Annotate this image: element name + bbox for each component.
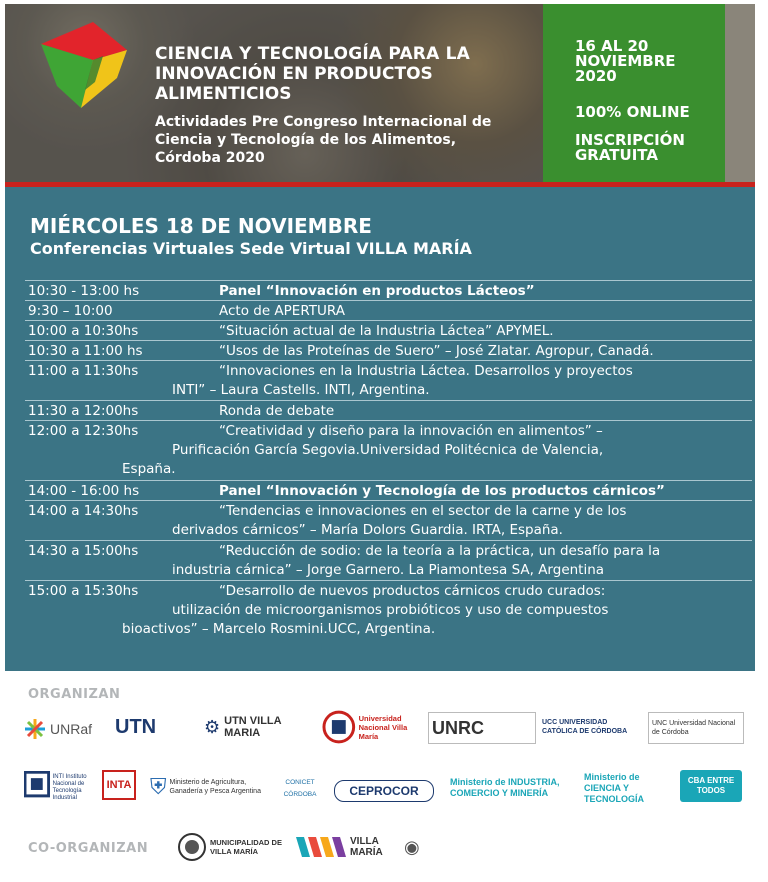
inscription-line-1: INSCRIPCIÓN bbox=[575, 131, 685, 149]
villa-maria-mark-icon bbox=[296, 835, 346, 859]
schedule-row-text: “Desarrollo de nuevos productos cárnicos crudo curados: bbox=[219, 583, 606, 599]
logo-utn-villa-maria bbox=[204, 716, 312, 738]
row-divider bbox=[25, 500, 752, 501]
municipal-shield-icon bbox=[178, 832, 206, 862]
schedule-row-time: 9:30 – 10:00 bbox=[28, 303, 113, 319]
schedule-row-time: 11:00 a 11:30hs bbox=[28, 363, 139, 379]
row-divider bbox=[25, 480, 752, 481]
logo-inta bbox=[102, 770, 136, 800]
logo-conicet-text: CONICET CÓRDOBA bbox=[283, 779, 317, 798]
logo-inti-text: INTI Instituto Nacional de Tecnología Industrial bbox=[52, 774, 87, 801]
row-divider bbox=[25, 280, 752, 281]
header-subtitle-line-2: Ciencia y Tecnología de los Alimentos, bbox=[155, 132, 457, 148]
organizan-heading: ORGANIZAN bbox=[28, 687, 121, 702]
header-title-line-1: CIENCIA Y TECNOLOGÍA PARA LA bbox=[155, 44, 470, 64]
logo-villa-maria-text: VILLA MARÍA bbox=[350, 836, 383, 858]
unvm-circle-icon bbox=[322, 710, 356, 744]
logo-unrc-text: UNRC bbox=[432, 717, 484, 738]
event-dates-line-2: NOVIEMBRE bbox=[575, 52, 676, 70]
logo-ministerio-agricultura bbox=[150, 768, 272, 806]
schedule-row-time: 15:00 a 15:30hs bbox=[28, 583, 139, 599]
schedule-row-text: Purificación García Segovia.Universidad Politécnica de Valencia, bbox=[172, 442, 604, 458]
logo-unrc bbox=[428, 712, 536, 744]
logo-ceprocor bbox=[334, 780, 434, 802]
schedule-row-text: “Innovaciones en la Industria Láctea. Desarrollos y proyectos bbox=[219, 363, 633, 379]
logo-unc bbox=[648, 712, 744, 744]
schedule-row-text: Ronda de debate bbox=[219, 403, 335, 419]
logo-unraf bbox=[24, 714, 104, 744]
schedule-row-time: 10:30 - 13:00 hs bbox=[28, 283, 140, 299]
logo-ceprocor-text: CEPROCOR bbox=[349, 784, 419, 798]
logo-villa-maria bbox=[296, 832, 436, 862]
header-photo-right bbox=[725, 4, 755, 184]
logo-ministerio-industria-text: Ministerio de INDUSTRIA, COMERCIO Y MINERÍA bbox=[450, 777, 560, 798]
schedule-row-text: bioactivos” – Marcelo Rosmini.UCC, Argentina. bbox=[122, 621, 436, 637]
schedule-day-title: MIÉRCOLES 18 DE NOVIEMBRE bbox=[30, 214, 372, 238]
logo-unraf-text: UNRaf bbox=[50, 721, 93, 737]
schedule-row-text: utilización de microorganismos probióticos y uso de compuestos bbox=[172, 602, 609, 618]
row-divider bbox=[25, 340, 752, 341]
utn-symbol-icon: ⚙ bbox=[204, 716, 221, 738]
inscription-line-2: GRATUITA bbox=[575, 146, 658, 164]
row-divider bbox=[25, 360, 752, 361]
coorganizan-heading: CO-ORGANIZAN bbox=[28, 841, 149, 856]
schedule-row-time: 14:00 a 14:30hs bbox=[28, 503, 139, 519]
schedule-row-text: industria cárnica” – Jorge Garnero. La Piamontesa SA, Argentina bbox=[172, 562, 605, 578]
header-title-line-2: INNOVACIÓN EN PRODUCTOS bbox=[155, 64, 433, 84]
logo-municipalidad bbox=[178, 830, 288, 864]
header-subtitle-line-1: Actividades Pre Congreso Internacional de bbox=[155, 114, 492, 130]
row-divider bbox=[25, 420, 752, 421]
logo-unc-text: UNC Universidad Nacional de Córdoba bbox=[652, 720, 736, 736]
logo-utn-vm-text: UTN VILLA MARIA bbox=[224, 715, 282, 739]
schedule-row-time: 14:00 - 16:00 hs bbox=[28, 483, 140, 499]
schedule-row-text: Panel “Innovación y Tecnología de los productos cárnicos” bbox=[219, 483, 665, 499]
schedule-row-text: Acto de APERTURA bbox=[219, 303, 345, 319]
argentina-shield-icon: ⛨ bbox=[150, 774, 167, 800]
schedule-row-text: Panel “Innovación en productos Lácteos” bbox=[219, 283, 535, 299]
schedule-row-time: 14:30 a 15:00hs bbox=[28, 543, 139, 559]
schedule-row-time: 12:00 a 12:30hs bbox=[28, 423, 139, 439]
logo-inti bbox=[24, 768, 94, 808]
logo-conicet bbox=[276, 772, 324, 806]
schedule-row-text: INTI” – Laura Castells. INTI, Argentina. bbox=[172, 382, 430, 398]
schedule-row-text: “Creatividad y diseño para la innovación en alimentos” – bbox=[219, 423, 603, 439]
logo-unvm bbox=[322, 709, 414, 745]
schedule-row-text: España. bbox=[122, 461, 176, 477]
logo-ministerio-agricultura-text: Ministerio de Agricultura, Ganadería y Pesca Argentina bbox=[169, 779, 261, 795]
logo-ministerio-industria bbox=[450, 770, 574, 806]
villa-maria-seal-icon: ◉ bbox=[404, 836, 420, 858]
logo-inta-text: INTA bbox=[106, 779, 132, 791]
unraf-star-icon bbox=[24, 718, 46, 740]
row-divider bbox=[25, 320, 752, 321]
schedule-row-text: “Tendencias e innovaciones en el sector de la carne y de los bbox=[219, 503, 627, 519]
event-dates-line-1: 16 AL 20 bbox=[575, 37, 649, 55]
row-divider bbox=[25, 300, 752, 301]
logo-utn bbox=[115, 714, 195, 740]
logo-municipalidad-text: MUNICIPALIDAD DE VILLA MARÍA bbox=[210, 838, 282, 856]
logo-ministerio-ciencia-text: Ministerio de CIENCIA Y TECNOLOGÍA bbox=[584, 771, 644, 804]
logo-cba-text: CBA ENTRE TODOS bbox=[687, 776, 735, 795]
logo-ucc bbox=[542, 712, 634, 742]
schedule-row-time: 10:00 a 10:30hs bbox=[28, 323, 139, 339]
row-divider bbox=[25, 400, 752, 401]
schedule-row-text: derivados cárnicos” – María Dolors Guardia. IRTA, España. bbox=[172, 522, 563, 538]
logo-utn-text: UTN bbox=[115, 715, 157, 738]
row-divider bbox=[25, 580, 752, 581]
schedule-row-time: 11:30 a 12:00hs bbox=[28, 403, 139, 419]
header-title-line-3: ALIMENTICIOS bbox=[155, 84, 292, 104]
schedule-row-text: “Reducción de sodio: de la teoría a la práctica, un desafío para la bbox=[219, 543, 661, 559]
event-dates-line-3: 2020 bbox=[575, 67, 617, 85]
schedule-row-text: “Usos de las Proteínas de Suero” – José Zlatar. Agropur, Canadá. bbox=[219, 343, 654, 359]
schedule-row-text: “Situación actual de la Industria Láctea” APYMEL. bbox=[219, 323, 554, 339]
logo-ucc-text: UCC UNIVERSIDAD CATÓLICA DE CÓRDOBA bbox=[542, 719, 628, 735]
header-subtitle-line-3: Córdoba 2020 bbox=[155, 150, 265, 166]
row-divider bbox=[25, 540, 752, 541]
inti-box-icon bbox=[24, 771, 50, 805]
logo-ministerio-ciencia bbox=[584, 770, 664, 806]
online-label: 100% ONLINE bbox=[575, 103, 690, 121]
congress-logo-icon bbox=[33, 20, 129, 110]
schedule-row-time: 10:30 a 11:00 hs bbox=[28, 343, 143, 359]
logo-cba bbox=[680, 770, 742, 802]
logo-unvm-text: Universidad Nacional Villa María bbox=[358, 713, 408, 741]
schedule-subtitle: Conferencias Virtuales Sede Virtual VILLA MARÍA bbox=[30, 239, 472, 258]
